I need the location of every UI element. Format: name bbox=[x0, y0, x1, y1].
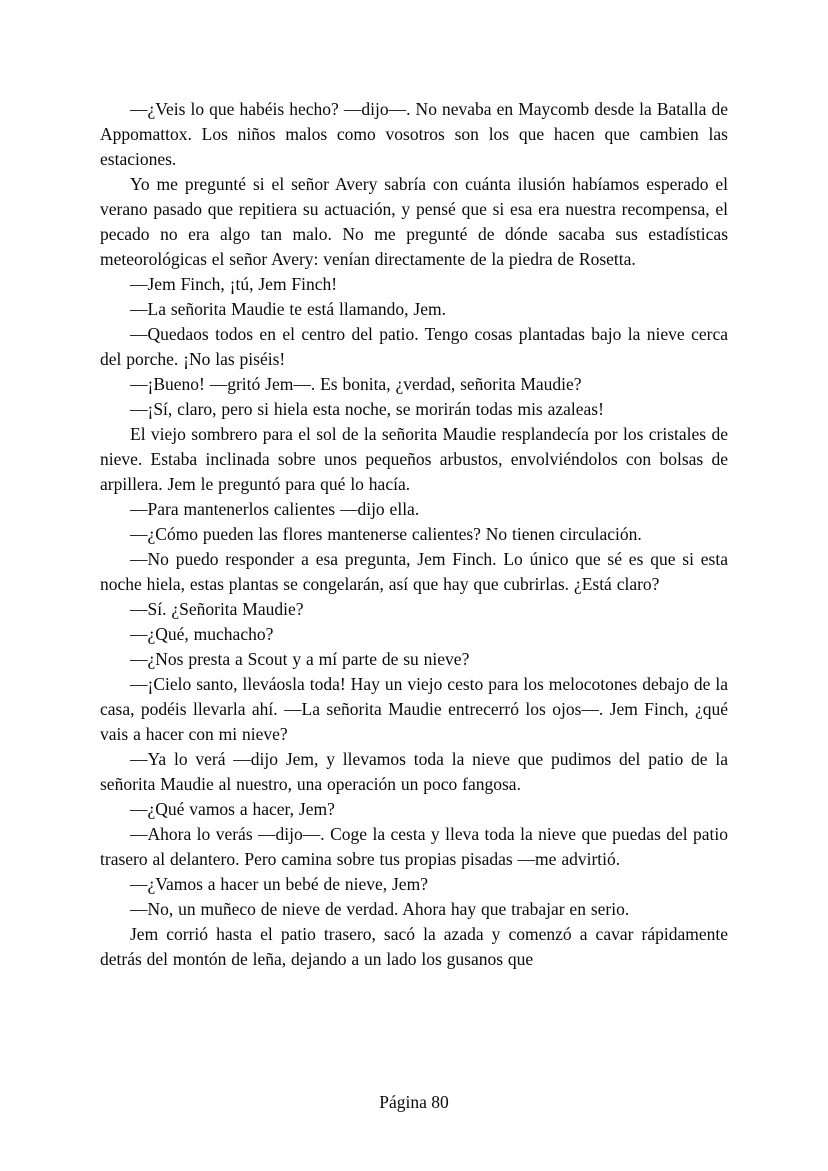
page-number: Página 80 bbox=[379, 1092, 449, 1112]
paragraph: Jem corrió hasta el patio trasero, sacó la azada y comenzó a cavar rápidamente detrás del montón de leña, dejando a un lado los gusanos que bbox=[100, 924, 728, 969]
paragraph: —Quedaos todos en el centro del patio. Tengo cosas plantadas bajo la nieve cerca del porche. ¡No las piséis! bbox=[100, 324, 728, 369]
paragraph: Yo me pregunté si el señor Avery sabría con cuánta ilusión habíamos esperado el verano pasado que repitiera su actuación, y pensé que si esa era nuestra recompensa, el pecado no era algo tan malo. No me pregunté de dónde sacaba sus estadísticas meteorológicas el señor Avery: venían directamente de la piedra de Rosetta. bbox=[100, 174, 728, 269]
paragraph: —Ahora lo verás —dijo—. Coge la cesta y lleva toda la nieve que puedas del patio trasero al delantero. Pero camina sobre tus propias pisadas —me advirtió. bbox=[100, 824, 728, 869]
paragraph: —¿Nos presta a Scout y a mí parte de su nieve? bbox=[130, 649, 470, 669]
paragraph: —Sí. ¿Señorita Maudie? bbox=[130, 599, 304, 619]
paragraph: —¿Qué, muchacho? bbox=[130, 624, 274, 644]
paragraph: —¡Cielo santo, lleváosla toda! Hay un viejo cesto para los melocotones debajo de la casa, podéis llevarla ahí. —La señorita Maudie entrecerró los ojos—. Jem Finch, ¿qué vais a hacer con mi nieve? bbox=[100, 674, 728, 744]
paragraph: —¿Cómo pueden las flores mantenerse calientes? No tienen circulación. bbox=[130, 524, 642, 544]
paragraph: —Ya lo verá —dijo Jem, y llevamos toda la nieve que pudimos del patio de la señorita Maudie al nuestro, una operación un poco fangosa. bbox=[100, 749, 728, 794]
paragraph: —¡Bueno! —gritó Jem—. Es bonita, ¿verdad, señorita Maudie? bbox=[130, 374, 582, 394]
paragraph: —Jem Finch, ¡tú, Jem Finch! bbox=[130, 274, 338, 294]
paragraph: —La señorita Maudie te está llamando, Jem. bbox=[130, 299, 446, 319]
paragraph: —Para mantenerlos calientes —dijo ella. bbox=[130, 499, 420, 519]
paragraph: —¿Qué vamos a hacer, Jem? bbox=[130, 799, 335, 819]
page-text bbox=[100, 97, 728, 972]
paragraph: El viejo sombrero para el sol de la señorita Maudie resplandecía por los cristales de nieve. Estaba inclinada sobre unos pequeños arbustos, envolviéndolos con bolsas de arpillera. Jem le preguntó para qué lo hacía. bbox=[100, 424, 728, 494]
paragraph: —No puedo responder a esa pregunta, Jem Finch. Lo único que sé es que si esta noche hiela, estas plantas se congelarán, así que hay que cubrirlas. ¿Está claro? bbox=[100, 549, 728, 594]
paragraph: —¿Veis lo que habéis hecho? —dijo—. No nevaba en Maycomb desde la Batalla de Appomattox. Los niños malos como vosotros son los que hacen que cambien las estaciones. bbox=[100, 99, 728, 169]
paragraph: —¡Sí, claro, pero si hiela esta noche, se morirán todas mis azaleas! bbox=[130, 399, 604, 419]
paragraph: —¿Vamos a hacer un bebé de nieve, Jem? bbox=[130, 874, 428, 894]
paragraph: —No, un muñeco de nieve de verdad. Ahora hay que trabajar en serio. bbox=[130, 899, 630, 919]
